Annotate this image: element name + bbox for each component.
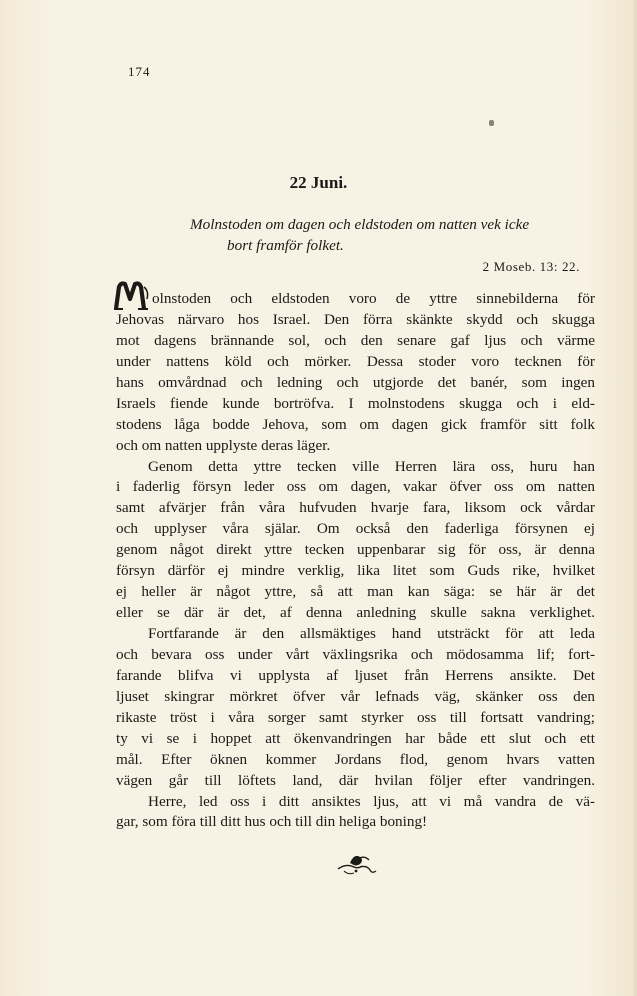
end-ornament <box>336 849 378 877</box>
text-line: vägen går till löftets land, där hvilan följer efter vandringen. <box>116 771 595 789</box>
scripture-reference: 2 Moseb. 13: 22. <box>482 259 580 274</box>
page-number: 174 <box>128 64 151 79</box>
text-line: under nattens köld och mörker. Dessa stoder voro tecknen för <box>116 352 595 370</box>
text-line: olnstoden och eldstoden voro de yttre sinnebilderna för <box>152 290 595 307</box>
text-line: samt afvärjer från våra hufvuden hvarje fara, liksom ock vårdar <box>116 499 595 517</box>
text-line: ljuset skingrar mörkret öfver vår lefnads väg, skänker oss den <box>116 687 595 705</box>
drop-cap <box>114 281 150 316</box>
ink-speck <box>489 120 494 126</box>
text-line: gar, som föra till ditt hus och till din heliga boning! <box>116 813 428 831</box>
text-line: och upplyser våra själar. Om också den faderliga försynen ej <box>116 520 595 538</box>
text-line: hans omvårdnad och ledning och utgjorde det banér, som ingen <box>116 373 595 391</box>
text-line: mål. Efter öknen kommer Jordans flod, genom hvars vatten <box>116 750 595 768</box>
text-line: ty vi se i hoppet att ökenvandringen har både ett slut och ett <box>116 729 595 747</box>
text-line: eller se där är det, af denna anledning skulle sakna verklighet. <box>116 604 595 622</box>
text-line: Herre, led oss i ditt ansiktes ljus, att vi må vandra de vä- <box>148 792 595 810</box>
text-line: genom något direkt yttre tecken uppenbarar sig för oss, är denna <box>116 541 595 559</box>
text-line: Jehovas närvaro hos Israel. Den förra skänkte skydd och skugga <box>116 310 595 328</box>
text-line: Genom detta yttre tecken ville Herren lära oss, huru han <box>148 457 595 475</box>
body-text <box>116 289 595 833</box>
text-line: rikaste tröst i våra sorger samt styrker oss till fortsatt vandring; <box>116 708 595 726</box>
drop-cap-glyph <box>114 281 150 311</box>
text-line: Fortfarande är den allsmäktiges hand utsträckt för att leda <box>148 625 595 642</box>
text-line: Israels fiende kunde bortröfva. I molnstodens skugga och i eld- <box>116 394 595 412</box>
text-line: och bevara oss under vårt växlingsrika och mödosamma lif; fort- <box>116 645 595 663</box>
page-title: 22 Juni. <box>289 173 348 192</box>
epigraph-line: bort framför folket. <box>227 237 344 254</box>
epigraph <box>190 214 590 256</box>
text-line: försyn därför ej mindre verklig, lika litet som Guds rike, hvilket <box>116 562 595 580</box>
text-line: och om natten upplyste deras läger. <box>116 436 331 454</box>
text-line: stodens låga bodde Jehova, som om dagen gick framför sitt folk <box>116 415 595 433</box>
text-line: ej heller är något yttre, så att man kan säga: se här är det <box>116 583 595 601</box>
text-line: farande blifva vi upplysta af ljuset från Herrens ansikte. Det <box>116 666 595 684</box>
text-line: i faderlig försyn leder oss om dagen, vakar öfver oss om natten <box>116 478 595 496</box>
text-line: mot dagens brännande sol, och den senare gaf ljus och värme <box>116 331 595 349</box>
epigraph-line: Molnstoden om dagen och eldstoden om natten vek icke <box>190 216 530 233</box>
